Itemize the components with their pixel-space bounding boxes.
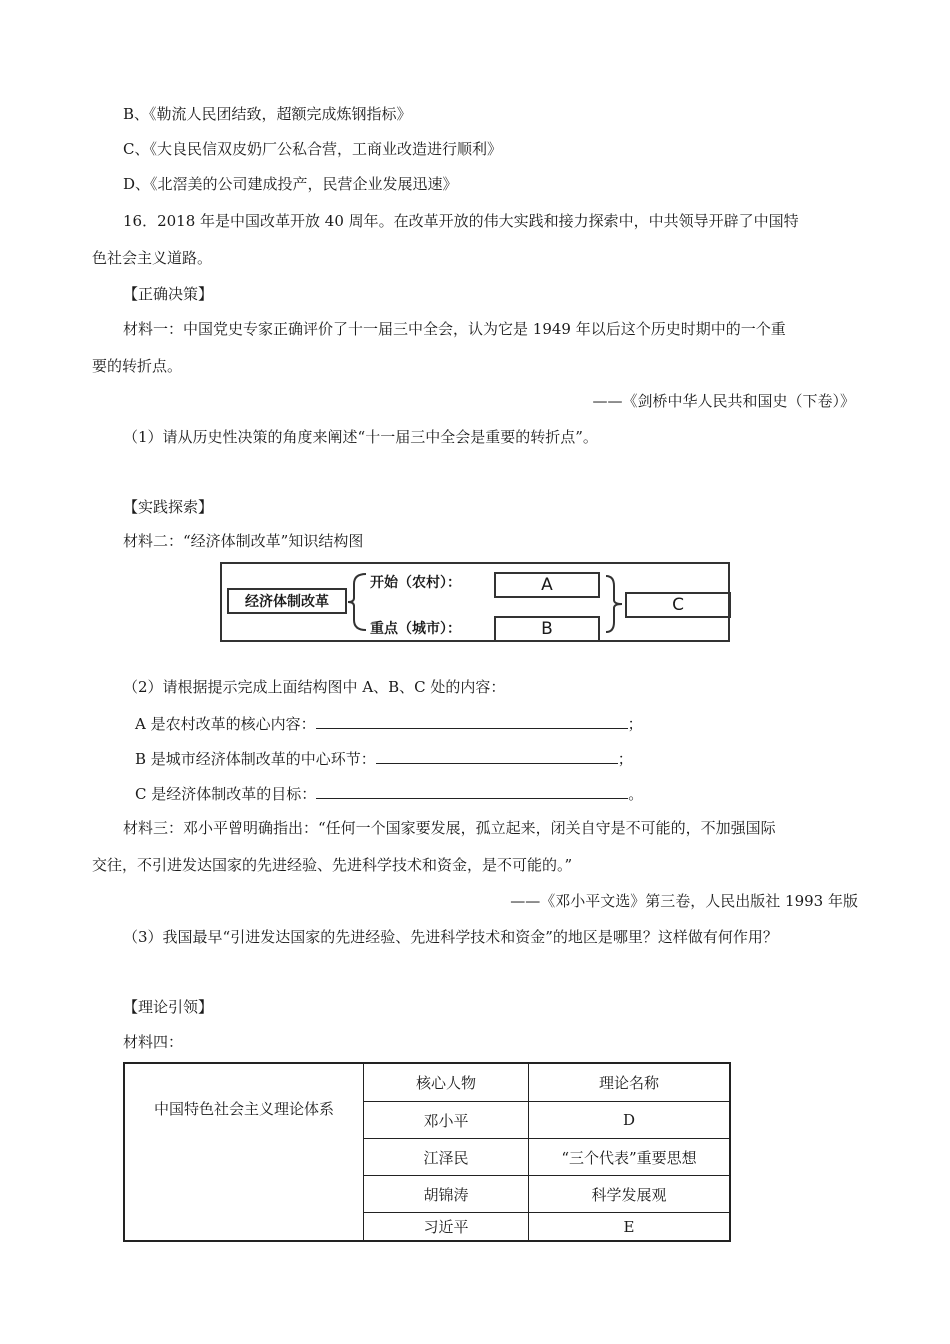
table-cell-theory: 科学发展观 bbox=[591, 1185, 667, 1204]
fill-b-end: ； bbox=[617, 750, 633, 768]
material2-caption: 材料二：“经济体制改革”知识结构图 bbox=[123, 532, 364, 550]
table-cell-person: 习近平 bbox=[423, 1218, 469, 1236]
fill-c-end: 。 bbox=[628, 785, 644, 803]
question-3: （3）我国最早“引进发达国家的先进经验、先进科学技术和资金”的地区是哪里？这样做有何作用？ bbox=[123, 928, 778, 946]
section-heading-decision: 【正确决策】 bbox=[123, 285, 214, 303]
table-cell-theory: “三个代表”重要思想 bbox=[561, 1148, 697, 1167]
material1-line1: 材料一：中国党史专家正确评价了十一届三中全会，认为它是 1949 年以后这个历史时期中的一个重 bbox=[123, 320, 786, 338]
table-row-header: 中国特色社会主义理论体系 bbox=[153, 1100, 334, 1118]
option-c: C、《大良民信双皮奶厂公私合营，工商业改造进行顺利》 bbox=[123, 140, 502, 158]
table-col-person: 核心人物 bbox=[415, 1074, 476, 1092]
table-cell-person: 江泽民 bbox=[423, 1148, 469, 1167]
fill-c-row bbox=[135, 783, 643, 804]
fill-a-end: ； bbox=[627, 715, 643, 733]
answer-blank-b[interactable] bbox=[376, 748, 618, 764]
answer-blank-a[interactable] bbox=[316, 713, 628, 729]
material1-source: ——《剑桥中华人民共和国史（下卷）》 bbox=[592, 392, 855, 410]
branch-top-label: 开始（农村）： bbox=[370, 575, 461, 591]
diagram-box-c: C bbox=[625, 592, 731, 618]
q16-intro-line1: 16．2018 年是中国改革开放 40 周年。在改革开放的伟大实践和接力探索中，中共领导开辟了中国特 bbox=[123, 212, 799, 230]
table-col-theory: 理论名称 bbox=[598, 1074, 659, 1092]
question-1: （1）请从历史性决策的角度来阐述“十一届三中全会是重要的转折点”。 bbox=[123, 428, 598, 446]
material3-source: ——《邓小平文选》第三卷，人民出版社 1993 年版 bbox=[510, 892, 858, 910]
theory-table bbox=[123, 1062, 731, 1242]
fill-a-row bbox=[135, 713, 643, 734]
material3-line1: 材料三：邓小平曾明确指出：“任何一个国家要发展，孤立起来，闭关自守是不可能的，不加强国际 bbox=[123, 819, 776, 837]
option-d: D、《北滘美的公司建成投产，民营企业发展迅速》 bbox=[123, 175, 458, 193]
table-cell-theory: E bbox=[623, 1217, 635, 1236]
fill-b-prompt: B 是城市经济体制改革的中心环节： bbox=[135, 750, 376, 768]
section-heading-practice: 【实践探索】 bbox=[123, 498, 214, 516]
fill-c-prompt: C 是经济体制改革的目标： bbox=[135, 785, 317, 803]
option-b: B、《勒流人民团结致，超额完成炼钢指标》 bbox=[123, 105, 412, 123]
material4-caption: 材料四： bbox=[123, 1033, 184, 1051]
table-cell-person: 邓小平 bbox=[423, 1111, 469, 1130]
table-cell-person: 胡锦涛 bbox=[423, 1185, 469, 1204]
question-2: （2）请根据提示完成上面结构图中 A、B、C 处的内容： bbox=[123, 678, 506, 696]
diagram-root-box: 经济体制改革 bbox=[227, 588, 347, 614]
branch-bottom-label: 重点（城市）： bbox=[370, 621, 461, 637]
q16-intro-line2: 色社会主义道路。 bbox=[92, 249, 213, 267]
material1-line2: 要的转折点。 bbox=[92, 357, 183, 375]
answer-blank-c[interactable] bbox=[316, 783, 628, 799]
diagram-box-b: B bbox=[494, 616, 600, 642]
diagram-box-a: A bbox=[494, 572, 600, 598]
section-heading-theory: 【理论引领】 bbox=[123, 998, 214, 1016]
fill-a-prompt: A 是农村改革的核心内容： bbox=[135, 715, 316, 733]
material3-line2: 交往，不引进发达国家的先进经验、先进科学技术和资金，是不可能的。” bbox=[92, 856, 573, 874]
fill-b-row bbox=[135, 748, 633, 769]
structure-diagram bbox=[220, 562, 730, 642]
table-cell-theory: D bbox=[622, 1111, 636, 1129]
